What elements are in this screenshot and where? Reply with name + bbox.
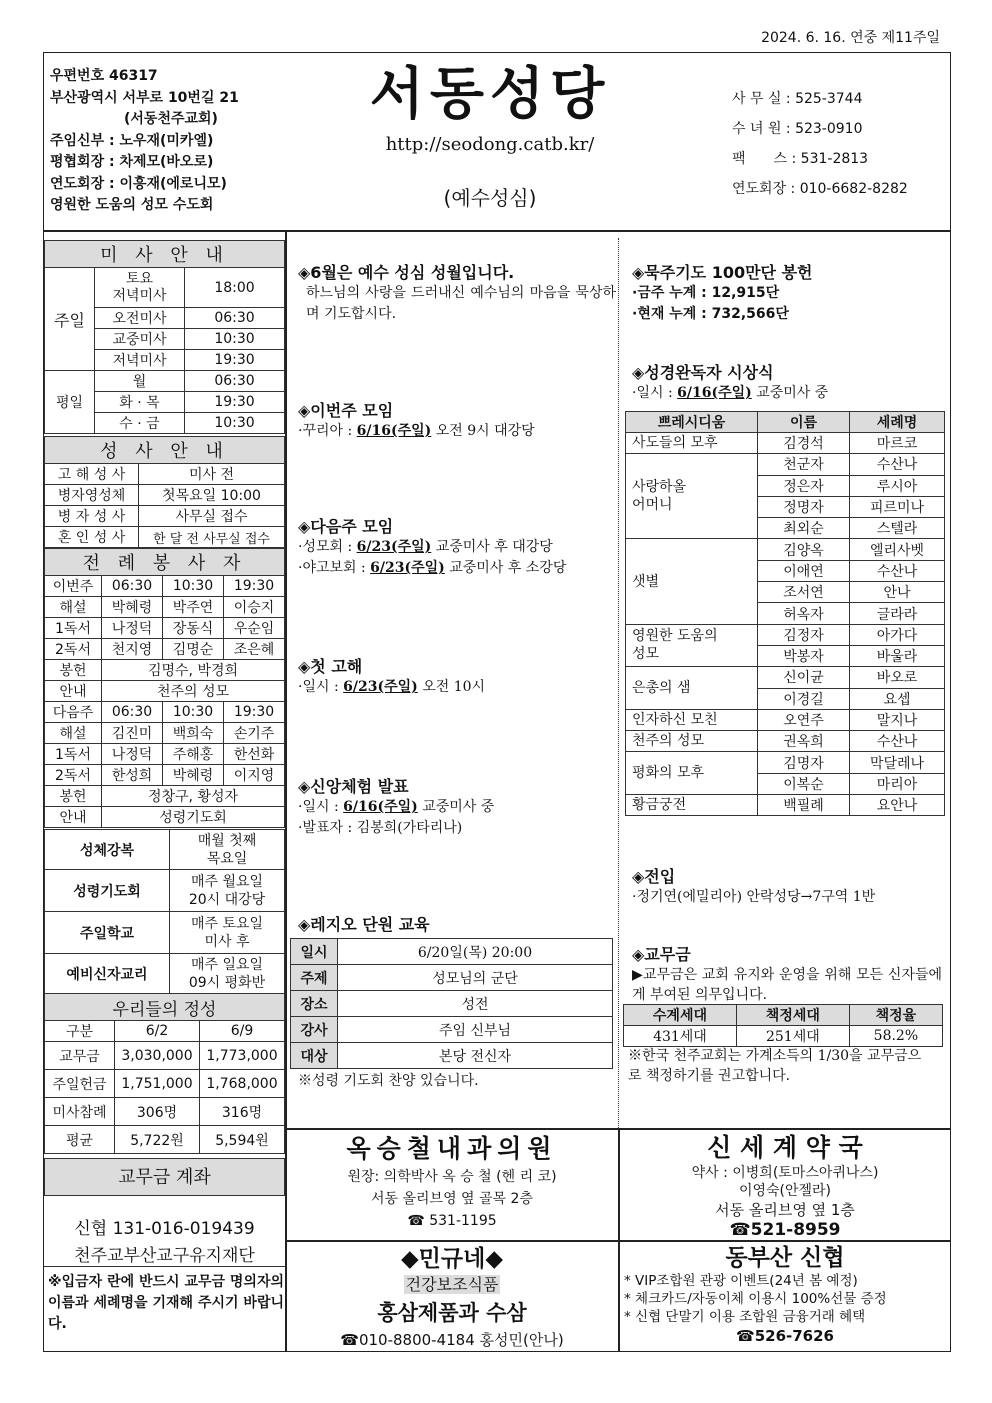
account-divider [44,1266,285,1267]
member-name: 조서연 [758,582,850,603]
table-row [626,433,945,454]
praesidium-name: 인자하신 모친 [626,709,758,730]
praesidium-name: 은총의 샘 [626,667,758,710]
groups-table: 성체강복 매월 첫째 목요일 성령기도회 매주 월요일 20시 대강당 주일학교 매주 토요일 미사 후 예비신자교리 매주 일요일 09시 평화반 [44,829,285,994]
baptismal-name: 루시아 [850,475,945,496]
ad-shop: ◆민규네◆ 건강보조식품 홍삼제품과 수삼 ☎010-8800-4184 홍성민(안나) [340,1246,564,1349]
sacrament-table: 성 사 안 내 고 해 성 사 미사 전 병자영성체 첫목요일 10:00 병 자 성 사 사무실 접수 혼 인 성 사 한 달 전 사무실 접수 [44,436,285,548]
baptismal-name: 스텔라 [850,518,945,539]
offering-table: 우리들의 정성 구분 6/2 6/9 교무금 3,030,000 1,773,000 주일헌금 1,751,000 1,768,000 미사참례 306명 316명 평균 5,722원 5,594원 [44,993,285,1154]
baptismal-name: 수산나 [850,560,945,581]
member-name: 이복순 [758,773,850,794]
member-name: 김양옥 [758,539,850,560]
baptismal-name: 글라라 [850,603,945,624]
baptismal-name: 엘리사벳 [850,539,945,560]
servers-table: 전 례 봉 사 자 이번주 06:30 10:30 19:30 해설 박혜령 박주연 이승지 1독서 나정덕 장동식 우순임 2독서 천지영 김명순 조은혜 봉헌 김명수, 박경희 안내 천주의 성모 다음주 06:30 10:30 19:30 해설 김진미 백희숙 손기주 1독서 나정덕 주해홍 한선화 2독서 한성희 박혜령 이지영 봉헌 정창구, 황성자 안내 성령기도회 [44,548,285,828]
member-name: 천군자 [758,454,850,475]
notice-faith: ◈신앙체험 발표 ·일시 : 6/16(주일) 교중미사 중 ·발표자 : 김봉희(가타리나) [298,777,495,836]
baptismal-name: 막달레나 [850,752,945,773]
baptismal-name: 말지나 [850,709,945,730]
table-row [626,539,945,560]
notice-sacred-heart: ◈6월은 예수 성심 성월입니다. 하느님의 사랑을 드러내신 예수님의 마음을 묵상하며 기도합시다. [298,263,616,322]
member-name: 권옥희 [758,731,850,752]
church-title: 서동성당 [369,62,611,127]
baptismal-name: 마리아 [850,773,945,794]
table-row [626,624,945,645]
account-title: 교무금 계좌 [44,1158,285,1196]
ad-clinic: 옥승철내과의원 원장: 의학박사 옥 승 철 (헨 리 코) 서동 올리브영 옆 골목 2층 ☎ 531-1195 [346,1134,558,1229]
member-name: 김경석 [758,433,850,454]
member-name: 신이균 [758,667,850,688]
member-name: 이애연 [758,560,850,581]
dues-section: ◈교무금 ▶교무금은 교회 유지와 운영을 위해 모든 신자들에게 부여된 의무입니다. [632,945,942,1003]
ad-credit-union: 동부산 신협 * VIP조합원 관광 이벤트(24년 봄 예정) * 체크카드/자동이체 이용시 100%선물 증정 * 신협 단말기 이용 조합원 금융거래 혜택 ☎526-7626 [624,1245,887,1345]
dues-table: 수계세대 책정세대 책정율 431세대 251세대 58.2% [623,1004,943,1047]
praesidium-name: 영원한 도움의 성모 [626,624,758,667]
legio-table: 일시 6/20일(목) 20:00 주제 성모님의 군단 장소 성전 강사 주임 신부님 대상 본당 전신자 [290,938,613,1069]
baptismal-name: 마르코 [850,433,945,454]
member-name: 정은자 [758,475,850,496]
member-name: 박봉자 [758,645,850,666]
issue-date: 2024. 6. 16. 연중 제11주일 [761,30,940,46]
praesidium-name: 사도들의 모후 [626,433,758,454]
legio-title: ◈레지오 단원 교육 [298,915,430,934]
table-row [626,667,945,688]
member-name: 김명자 [758,752,850,773]
praesidium-name: 평화의 모후 [626,752,758,795]
praesidium-name: 샛별 [626,539,758,624]
header-divider [43,230,951,232]
member-name: 최외순 [758,518,850,539]
ads-middle-divider [285,1240,951,1242]
dues-note: ※한국 천주교회는 가계소득의 1/30을 교무금으로 책정하기를 권고합니다. [628,1048,922,1084]
member-name: 백필례 [758,795,850,816]
account-number: 신협 131-016-019439 [74,1219,255,1239]
rosary-section: ◈묵주기도 100만단 봉헌 ·금주 누계 : 12,915단 ·현재 누계 : 732,566단 [632,263,813,322]
table-row [626,709,945,730]
mass-table: 미 사 안 내 주일 토요 저녁미사 18:00 오전미사 06:30 교중미사 10:30 저녁미사 19:30 평일 월 06:30 화 · 목 19:30 수 · 금 10:30 [44,240,285,434]
table-row [626,731,945,752]
column-divider-mid [618,238,619,1128]
ad-pharmacy: 신 세 계 약 국 약사 : 이병희(토마스아퀴나스) 이영숙(안젤라) 서동 올리브영 옆 1층 ☎521-8959 [691,1133,879,1240]
feast-subtitle: (예수성심) [443,186,537,210]
baptismal-name: 바오로 [850,667,945,688]
account-owner: 천주교부산교구유지재단 [74,1246,255,1266]
account-note: ※입금자 란에 반드시 교무금 명의자의 이름과 세례명을 기재해 주시기 바랍니다. [48,1274,284,1332]
baptismal-name: 요셉 [850,688,945,709]
header-left: 우편번호 46317 부산광역시 서부로 10번길 21 (서동천주교회) 주임신부 : 노우재(미카엘) 평협회장 : 차제모(바오로) 연도회장 : 이흥재(에로니모) 영원한 도움의 성모 수도회 [50,68,239,213]
praesidium-name: 사랑하올 어머니 [626,454,758,539]
church-url[interactable]: http://seodong.catb.kr/ [385,134,595,155]
baptismal-name: 아가다 [850,624,945,645]
bible-section: ◈성경완독자 시상식 ·일시 : 6/16(주일) 교중미사 중 [632,363,829,401]
notice-next-week: ◈다음주 모임 ·성모회 : 6/23(주일) 교중미사 후 대강당 ·야고보회 : 6/23(주일) 교중미사 후 소강당 [298,517,567,576]
member-name: 허옥자 [758,603,850,624]
table-row [626,752,945,773]
notice-first-confession: ◈첫 고해 ·일시 : 6/23(주일) 오전 10시 [298,657,486,695]
baptismal-name: 안나 [850,582,945,603]
legio-note: ※성령 기도회 찬양 있습니다. [298,1073,479,1089]
bible-table: 쁘레시디움 이름 세례명 사도들의 모후 김경석 마르코 사랑하올 어머니 천군자 수산나 정은자 루시아 정명자 피르미나 최외순 스텔라 샛별 김양옥 엘리사벳 이애연 수산나 조서연 안나 허옥자 글라라 영원한 도움의 성모 김정자 아가다 박봉자 바울라 은총의 샘 신이균 바오로 이경길 요셉 인자하신 모친 오연주 말지나 천주의 성모 권옥희 수산나 평화의 모후 김명자 막달레나 이복순 마리아 황금궁전 백필례 요안나 [625,411,945,816]
baptismal-name: 수산나 [850,454,945,475]
table-row [626,795,945,816]
member-name: 이경길 [758,688,850,709]
member-name: 정명자 [758,496,850,517]
baptismal-name: 수산나 [850,731,945,752]
header-right: 사 무 실 : 525-3744 수 녀 원 : 523-0910 팩 스 : 531-2813 연도회장 : 010-6682-8282 [732,91,908,197]
transfer-section: ◈전입 ·정기연(에밀리아) 안락성당→7구역 1반 [632,867,876,905]
praesidium-name: 황금궁전 [626,795,758,816]
baptismal-name: 피르미나 [850,496,945,517]
baptismal-name: 바울라 [850,645,945,666]
notice-this-week: ◈이번주 모임 ·꾸리아 : 6/16(주일) 오전 9시 대강당 [298,401,535,439]
praesidium-name: 천주의 성모 [626,731,758,752]
member-name: 김정자 [758,624,850,645]
member-name: 오연주 [758,709,850,730]
baptismal-name: 요안나 [850,795,945,816]
table-row [626,454,945,475]
